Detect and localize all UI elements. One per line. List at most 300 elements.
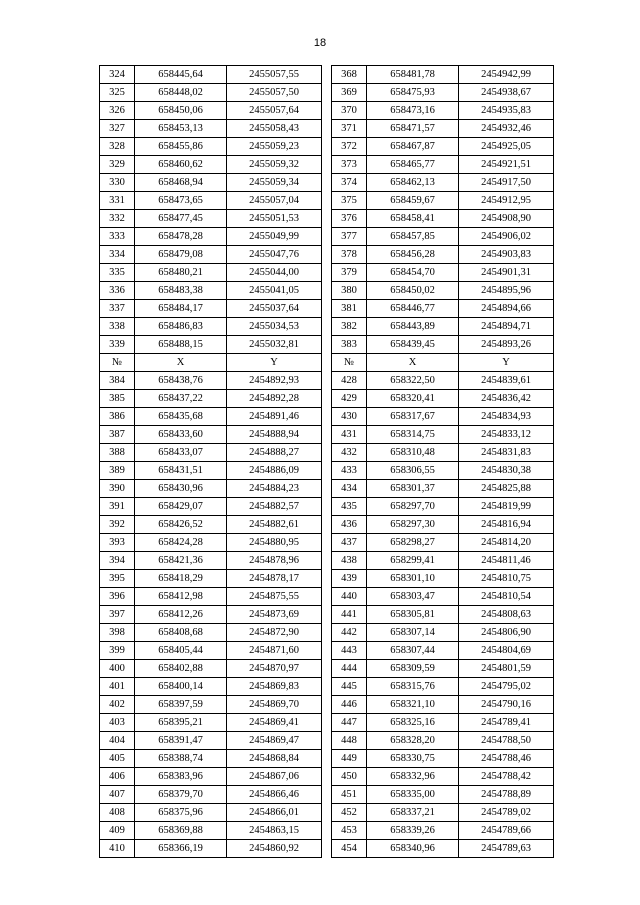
- x-coordinate: 658458,41: [367, 210, 459, 228]
- column-gap: [322, 570, 332, 588]
- y-coordinate: 2455034,53: [227, 318, 322, 336]
- column-gap: [322, 372, 332, 390]
- y-coordinate: 2455057,64: [227, 102, 322, 120]
- point-number: 430: [332, 408, 367, 426]
- column-gap: [322, 192, 332, 210]
- point-number: 436: [332, 516, 367, 534]
- point-number: 379: [332, 264, 367, 282]
- x-coordinate: 658325,16: [367, 714, 459, 732]
- point-number: 392: [100, 516, 135, 534]
- x-coordinate: 658408,68: [135, 624, 227, 642]
- x-coordinate: 658433,07: [135, 444, 227, 462]
- y-coordinate: 2454935,83: [459, 102, 554, 120]
- x-coordinate: 658446,77: [367, 300, 459, 318]
- y-coordinate: 2454789,66: [459, 822, 554, 840]
- x-coordinate: 658402,88: [135, 660, 227, 678]
- point-number: 376: [332, 210, 367, 228]
- x-coordinate: 658431,51: [135, 462, 227, 480]
- x-coordinate: 658305,81: [367, 606, 459, 624]
- table-row: [100, 822, 554, 840]
- table-row: [100, 588, 554, 606]
- y-coordinate: 2454894,66: [459, 300, 554, 318]
- y-coordinate: 2455058,43: [227, 120, 322, 138]
- y-coordinate: 2454830,38: [459, 462, 554, 480]
- y-coordinate: 2455057,55: [227, 66, 322, 84]
- point-number: 399: [100, 642, 135, 660]
- table-row: [100, 372, 554, 390]
- point-number: 382: [332, 318, 367, 336]
- x-coordinate: 658391,47: [135, 732, 227, 750]
- column-gap: [322, 840, 332, 858]
- y-coordinate: 2454892,28: [227, 390, 322, 408]
- y-coordinate: 2454795,02: [459, 678, 554, 696]
- x-coordinate: 658321,10: [367, 696, 459, 714]
- x-coordinate: 658328,20: [367, 732, 459, 750]
- point-number: 383: [332, 336, 367, 354]
- point-number: 402: [100, 696, 135, 714]
- y-coordinate: 2455051,53: [227, 210, 322, 228]
- x-coordinate: 658483,38: [135, 282, 227, 300]
- y-coordinate: 2454886,09: [227, 462, 322, 480]
- table-row: [100, 498, 554, 516]
- y-coordinate: 2454869,83: [227, 678, 322, 696]
- y-coordinate: 2455059,23: [227, 138, 322, 156]
- x-coordinate: 658439,45: [367, 336, 459, 354]
- y-coordinate: 2454831,83: [459, 444, 554, 462]
- y-coordinate: 2454870,97: [227, 660, 322, 678]
- x-coordinate: 658481,78: [367, 66, 459, 84]
- point-number: 409: [100, 822, 135, 840]
- point-number: 373: [332, 156, 367, 174]
- point-number: 433: [332, 462, 367, 480]
- y-coordinate: 2454789,41: [459, 714, 554, 732]
- header-number: №: [100, 354, 135, 372]
- point-number: 447: [332, 714, 367, 732]
- point-number: 407: [100, 786, 135, 804]
- point-number: 334: [100, 246, 135, 264]
- column-gap: [322, 210, 332, 228]
- column-gap: [322, 732, 332, 750]
- point-number: 435: [332, 498, 367, 516]
- y-coordinate: 2454942,99: [459, 66, 554, 84]
- point-number: 453: [332, 822, 367, 840]
- x-coordinate: 658471,57: [367, 120, 459, 138]
- point-number: 442: [332, 624, 367, 642]
- point-number: 336: [100, 282, 135, 300]
- table-row: [100, 174, 554, 192]
- point-number: 434: [332, 480, 367, 498]
- y-coordinate: 2454788,89: [459, 786, 554, 804]
- x-coordinate: 658443,89: [367, 318, 459, 336]
- point-number: 454: [332, 840, 367, 858]
- table-row: [100, 624, 554, 642]
- table-row: [100, 804, 554, 822]
- x-coordinate: 658310,48: [367, 444, 459, 462]
- y-coordinate: 2455044,00: [227, 264, 322, 282]
- coordinates-table: [99, 65, 554, 858]
- table-row: [100, 192, 554, 210]
- x-coordinate: 658484,17: [135, 300, 227, 318]
- x-coordinate: 658433,60: [135, 426, 227, 444]
- table-row: [100, 300, 554, 318]
- header-y: Y: [459, 354, 554, 372]
- column-gap: [322, 786, 332, 804]
- x-coordinate: 658339,26: [367, 822, 459, 840]
- y-coordinate: 2454871,60: [227, 642, 322, 660]
- x-coordinate: 658457,85: [367, 228, 459, 246]
- point-number: 369: [332, 84, 367, 102]
- y-coordinate: 2454814,20: [459, 534, 554, 552]
- x-coordinate: 658424,28: [135, 534, 227, 552]
- x-coordinate: 658454,70: [367, 264, 459, 282]
- point-number: 329: [100, 156, 135, 174]
- y-coordinate: 2454839,61: [459, 372, 554, 390]
- point-number: 331: [100, 192, 135, 210]
- y-coordinate: 2454789,02: [459, 804, 554, 822]
- point-number: 395: [100, 570, 135, 588]
- x-coordinate: 658438,76: [135, 372, 227, 390]
- y-coordinate: 2454882,57: [227, 498, 322, 516]
- y-coordinate: 2454893,26: [459, 336, 554, 354]
- y-coordinate: 2454788,50: [459, 732, 554, 750]
- y-coordinate: 2455049,99: [227, 228, 322, 246]
- point-number: 450: [332, 768, 367, 786]
- x-coordinate: 658448,02: [135, 84, 227, 102]
- x-coordinate: 658405,44: [135, 642, 227, 660]
- x-coordinate: 658397,59: [135, 696, 227, 714]
- x-coordinate: 658418,29: [135, 570, 227, 588]
- y-coordinate: 2454880,95: [227, 534, 322, 552]
- y-coordinate: 2454868,84: [227, 750, 322, 768]
- x-coordinate: 658320,41: [367, 390, 459, 408]
- y-coordinate: 2454810,54: [459, 588, 554, 606]
- y-coordinate: 2455041,05: [227, 282, 322, 300]
- x-coordinate: 658450,02: [367, 282, 459, 300]
- y-coordinate: 2454869,47: [227, 732, 322, 750]
- x-coordinate: 658340,96: [367, 840, 459, 858]
- point-number: 400: [100, 660, 135, 678]
- point-number: 381: [332, 300, 367, 318]
- y-coordinate: 2454878,96: [227, 552, 322, 570]
- table-row: [100, 246, 554, 264]
- point-number: 444: [332, 660, 367, 678]
- point-number: 371: [332, 120, 367, 138]
- column-gap: [322, 102, 332, 120]
- table-row: [100, 210, 554, 228]
- table-row: [100, 444, 554, 462]
- y-coordinate: 2454788,42: [459, 768, 554, 786]
- y-coordinate: 2454917,50: [459, 174, 554, 192]
- point-number: 394: [100, 552, 135, 570]
- y-coordinate: 2455057,04: [227, 192, 322, 210]
- y-coordinate: 2454921,51: [459, 156, 554, 174]
- table-row: [100, 66, 554, 84]
- column-gap: [322, 678, 332, 696]
- point-number: 391: [100, 498, 135, 516]
- point-number: 370: [332, 102, 367, 120]
- point-number: 374: [332, 174, 367, 192]
- column-gap: [322, 462, 332, 480]
- point-number: 386: [100, 408, 135, 426]
- point-number: 393: [100, 534, 135, 552]
- point-number: 441: [332, 606, 367, 624]
- table-row: [100, 750, 554, 768]
- column-gap: [322, 228, 332, 246]
- point-number: 403: [100, 714, 135, 732]
- table-row: [100, 732, 554, 750]
- point-number: 327: [100, 120, 135, 138]
- x-coordinate: 658379,70: [135, 786, 227, 804]
- point-number: 398: [100, 624, 135, 642]
- x-coordinate: 658453,13: [135, 120, 227, 138]
- x-coordinate: 658430,96: [135, 480, 227, 498]
- column-gap: [322, 642, 332, 660]
- column-gap: [322, 156, 332, 174]
- point-number: 438: [332, 552, 367, 570]
- table-row: [100, 336, 554, 354]
- column-gap: [322, 120, 332, 138]
- y-coordinate: 2454872,90: [227, 624, 322, 642]
- table-row: [100, 318, 554, 336]
- column-gap: [322, 84, 332, 102]
- point-number: 404: [100, 732, 135, 750]
- column-gap: [322, 66, 332, 84]
- point-number: 380: [332, 282, 367, 300]
- x-coordinate: 658315,76: [367, 678, 459, 696]
- column-gap: [322, 336, 332, 354]
- y-coordinate: 2454825,88: [459, 480, 554, 498]
- table-row: [100, 480, 554, 498]
- column-gap: [322, 480, 332, 498]
- point-number: 432: [332, 444, 367, 462]
- x-coordinate: 658421,36: [135, 552, 227, 570]
- column-gap: [322, 390, 332, 408]
- x-coordinate: 658455,86: [135, 138, 227, 156]
- x-coordinate: 658301,37: [367, 480, 459, 498]
- x-coordinate: 658307,44: [367, 642, 459, 660]
- y-coordinate: 2454790,16: [459, 696, 554, 714]
- column-gap: [322, 534, 332, 552]
- table-row: [100, 840, 554, 858]
- x-coordinate: 658477,45: [135, 210, 227, 228]
- column-gap: [322, 588, 332, 606]
- y-coordinate: 2454863,15: [227, 822, 322, 840]
- y-coordinate: 2454903,83: [459, 246, 554, 264]
- column-gap: [322, 282, 332, 300]
- x-coordinate: 658332,96: [367, 768, 459, 786]
- y-coordinate: 2454888,27: [227, 444, 322, 462]
- x-coordinate: 658475,93: [367, 84, 459, 102]
- point-number: 390: [100, 480, 135, 498]
- x-coordinate: 658303,47: [367, 588, 459, 606]
- x-coordinate: 658301,10: [367, 570, 459, 588]
- column-gap: [322, 318, 332, 336]
- table-row: [100, 660, 554, 678]
- x-coordinate: 658369,88: [135, 822, 227, 840]
- point-number: 396: [100, 588, 135, 606]
- x-coordinate: 658395,21: [135, 714, 227, 732]
- y-coordinate: 2454891,46: [227, 408, 322, 426]
- point-number: 325: [100, 84, 135, 102]
- column-gap: [322, 552, 332, 570]
- column-gap: [322, 408, 332, 426]
- table-row: [100, 426, 554, 444]
- y-coordinate: 2454908,90: [459, 210, 554, 228]
- y-coordinate: 2455059,34: [227, 174, 322, 192]
- header-row: [100, 354, 554, 372]
- point-number: 389: [100, 462, 135, 480]
- point-number: 429: [332, 390, 367, 408]
- y-coordinate: 2454789,63: [459, 840, 554, 858]
- y-coordinate: 2454833,12: [459, 426, 554, 444]
- column-gap: [322, 354, 332, 372]
- x-coordinate: 658456,28: [367, 246, 459, 264]
- point-number: 384: [100, 372, 135, 390]
- point-number: 449: [332, 750, 367, 768]
- point-number: 330: [100, 174, 135, 192]
- y-coordinate: 2454869,41: [227, 714, 322, 732]
- x-coordinate: 658486,83: [135, 318, 227, 336]
- y-coordinate: 2454932,46: [459, 120, 554, 138]
- point-number: 333: [100, 228, 135, 246]
- header-y: Y: [227, 354, 322, 372]
- header-x: X: [367, 354, 459, 372]
- x-coordinate: 658317,67: [367, 408, 459, 426]
- y-coordinate: 2454875,55: [227, 588, 322, 606]
- column-gap: [322, 246, 332, 264]
- column-gap: [322, 444, 332, 462]
- header-x: X: [135, 354, 227, 372]
- table-row: [100, 120, 554, 138]
- x-coordinate: 658309,59: [367, 660, 459, 678]
- point-number: 431: [332, 426, 367, 444]
- y-coordinate: 2455037,64: [227, 300, 322, 318]
- x-coordinate: 658335,00: [367, 786, 459, 804]
- table-row: [100, 678, 554, 696]
- point-number: 375: [332, 192, 367, 210]
- x-coordinate: 658307,14: [367, 624, 459, 642]
- x-coordinate: 658426,52: [135, 516, 227, 534]
- y-coordinate: 2454873,69: [227, 606, 322, 624]
- column-gap: [322, 768, 332, 786]
- y-coordinate: 2454888,94: [227, 426, 322, 444]
- point-number: 378: [332, 246, 367, 264]
- point-number: 443: [332, 642, 367, 660]
- y-coordinate: 2454878,17: [227, 570, 322, 588]
- point-number: 372: [332, 138, 367, 156]
- column-gap: [322, 750, 332, 768]
- x-coordinate: 658375,96: [135, 804, 227, 822]
- y-coordinate: 2455057,50: [227, 84, 322, 102]
- point-number: 451: [332, 786, 367, 804]
- page-number: 18: [313, 37, 327, 49]
- point-number: 332: [100, 210, 135, 228]
- y-coordinate: 2455032,81: [227, 336, 322, 354]
- point-number: 445: [332, 678, 367, 696]
- table-row: [100, 282, 554, 300]
- point-number: 337: [100, 300, 135, 318]
- point-number: 406: [100, 768, 135, 786]
- y-coordinate: 2454894,71: [459, 318, 554, 336]
- x-coordinate: 658473,65: [135, 192, 227, 210]
- column-gap: [322, 300, 332, 318]
- y-coordinate: 2454895,96: [459, 282, 554, 300]
- x-coordinate: 658314,75: [367, 426, 459, 444]
- y-coordinate: 2454925,05: [459, 138, 554, 156]
- table-row: [100, 228, 554, 246]
- column-gap: [322, 804, 332, 822]
- x-coordinate: 658473,16: [367, 102, 459, 120]
- point-number: 324: [100, 66, 135, 84]
- y-coordinate: 2454867,06: [227, 768, 322, 786]
- point-number: 452: [332, 804, 367, 822]
- table-row: [100, 606, 554, 624]
- column-gap: [322, 822, 332, 840]
- table-row: [100, 786, 554, 804]
- x-coordinate: 658297,30: [367, 516, 459, 534]
- column-gap: [322, 660, 332, 678]
- point-number: 410: [100, 840, 135, 858]
- point-number: 387: [100, 426, 135, 444]
- table-row: [100, 390, 554, 408]
- x-coordinate: 658462,13: [367, 174, 459, 192]
- y-coordinate: 2454804,69: [459, 642, 554, 660]
- table-row: [100, 408, 554, 426]
- table-row: [100, 156, 554, 174]
- x-coordinate: 658330,75: [367, 750, 459, 768]
- y-coordinate: 2454816,94: [459, 516, 554, 534]
- point-number: 388: [100, 444, 135, 462]
- point-number: 328: [100, 138, 135, 156]
- column-gap: [322, 624, 332, 642]
- header-number: №: [332, 354, 367, 372]
- point-number: 439: [332, 570, 367, 588]
- y-coordinate: 2454806,90: [459, 624, 554, 642]
- y-coordinate: 2454808,63: [459, 606, 554, 624]
- column-gap: [322, 696, 332, 714]
- point-number: 446: [332, 696, 367, 714]
- y-coordinate: 2454892,93: [227, 372, 322, 390]
- table-row: [100, 264, 554, 282]
- x-coordinate: 658465,77: [367, 156, 459, 174]
- x-coordinate: 658437,22: [135, 390, 227, 408]
- y-coordinate: 2454866,01: [227, 804, 322, 822]
- column-gap: [322, 606, 332, 624]
- table-row: [100, 696, 554, 714]
- table-row: [100, 462, 554, 480]
- table-row: [100, 138, 554, 156]
- table-row: [100, 102, 554, 120]
- x-coordinate: 658488,15: [135, 336, 227, 354]
- column-gap: [322, 714, 332, 732]
- y-coordinate: 2454938,67: [459, 84, 554, 102]
- x-coordinate: 658322,50: [367, 372, 459, 390]
- x-coordinate: 658366,19: [135, 840, 227, 858]
- y-coordinate: 2454801,59: [459, 660, 554, 678]
- table-row: [100, 570, 554, 588]
- point-number: 339: [100, 336, 135, 354]
- x-coordinate: 658337,21: [367, 804, 459, 822]
- y-coordinate: 2454834,93: [459, 408, 554, 426]
- table-row: [100, 516, 554, 534]
- table-row: [100, 534, 554, 552]
- column-gap: [322, 174, 332, 192]
- point-number: 326: [100, 102, 135, 120]
- x-coordinate: 658400,14: [135, 678, 227, 696]
- column-gap: [322, 138, 332, 156]
- x-coordinate: 658412,98: [135, 588, 227, 606]
- x-coordinate: 658306,55: [367, 462, 459, 480]
